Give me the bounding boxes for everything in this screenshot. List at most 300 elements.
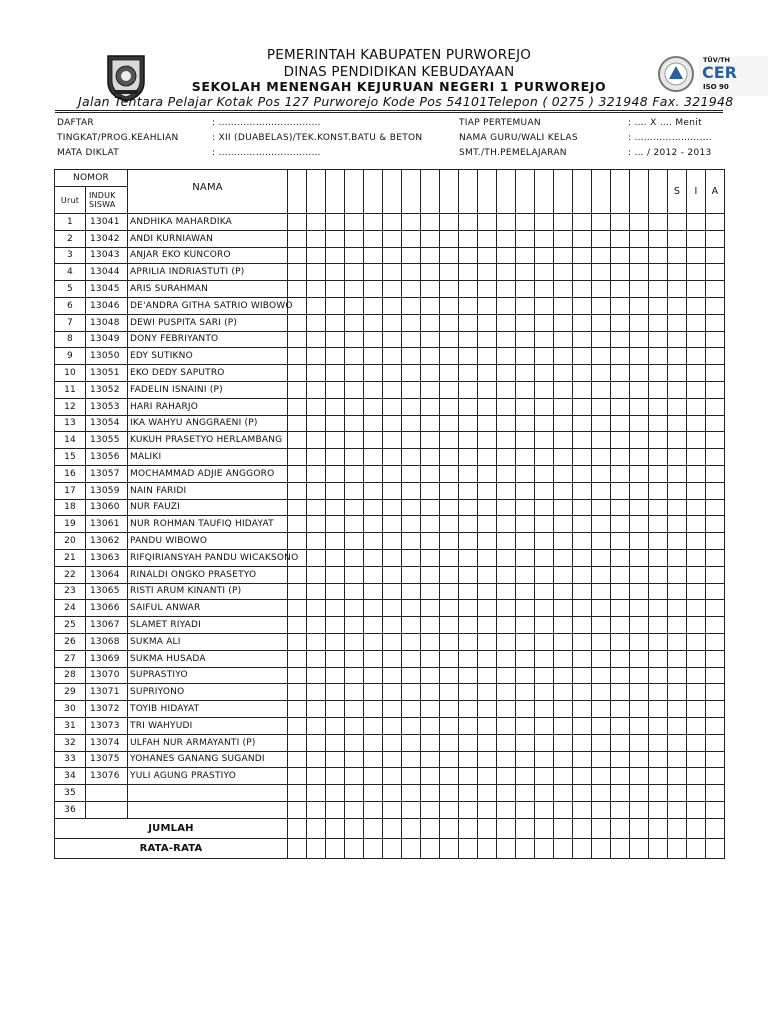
attendance-cell[interactable] <box>573 499 592 516</box>
attendance-cell[interactable] <box>687 365 706 382</box>
attendance-cell[interactable] <box>630 684 649 701</box>
attendance-cell[interactable] <box>535 516 554 533</box>
attendance-cell[interactable] <box>573 281 592 298</box>
attendance-cell[interactable] <box>554 482 573 499</box>
attendance-cell[interactable] <box>630 600 649 617</box>
attendance-cell[interactable] <box>554 549 573 566</box>
attendance-cell[interactable] <box>307 247 326 264</box>
attendance-cell[interactable] <box>345 751 364 768</box>
attendance-cell[interactable] <box>706 801 725 818</box>
attendance-cell[interactable] <box>573 297 592 314</box>
attendance-cell[interactable] <box>326 785 345 802</box>
attendance-cell[interactable] <box>288 381 307 398</box>
attendance-cell[interactable] <box>668 785 687 802</box>
attendance-cell[interactable] <box>668 432 687 449</box>
attendance-cell[interactable] <box>497 348 516 365</box>
attendance-cell[interactable] <box>573 734 592 751</box>
attendance-cell[interactable] <box>649 650 668 667</box>
attendance-cell[interactable] <box>592 314 611 331</box>
attendance-cell[interactable] <box>535 415 554 432</box>
attendance-cell[interactable] <box>554 230 573 247</box>
attendance-cell[interactable] <box>421 214 440 231</box>
attendance-cell[interactable] <box>497 566 516 583</box>
attendance-cell[interactable] <box>326 684 345 701</box>
attendance-cell[interactable] <box>364 214 383 231</box>
attendance-cell[interactable] <box>478 684 497 701</box>
attendance-cell[interactable] <box>687 734 706 751</box>
attendance-cell[interactable] <box>687 482 706 499</box>
attendance-cell[interactable] <box>668 365 687 382</box>
attendance-cell[interactable] <box>630 381 649 398</box>
attendance-cell[interactable] <box>326 314 345 331</box>
summary-cell[interactable] <box>288 818 307 838</box>
attendance-cell[interactable] <box>421 734 440 751</box>
attendance-cell[interactable] <box>364 247 383 264</box>
attendance-cell[interactable] <box>687 281 706 298</box>
attendance-cell[interactable] <box>478 432 497 449</box>
attendance-cell[interactable] <box>611 314 630 331</box>
attendance-cell[interactable] <box>573 449 592 466</box>
attendance-cell[interactable] <box>459 701 478 718</box>
attendance-cell[interactable] <box>345 281 364 298</box>
attendance-cell[interactable] <box>326 650 345 667</box>
attendance-cell[interactable] <box>440 801 459 818</box>
summary-cell[interactable] <box>649 838 668 858</box>
attendance-cell[interactable] <box>421 415 440 432</box>
attendance-cell[interactable] <box>687 415 706 432</box>
attendance-cell[interactable] <box>421 297 440 314</box>
attendance-cell[interactable] <box>573 549 592 566</box>
attendance-cell[interactable] <box>402 432 421 449</box>
attendance-cell[interactable] <box>516 214 535 231</box>
attendance-cell[interactable] <box>459 751 478 768</box>
attendance-cell[interactable] <box>554 264 573 281</box>
attendance-cell[interactable] <box>573 617 592 634</box>
attendance-cell[interactable] <box>345 432 364 449</box>
attendance-cell[interactable] <box>478 617 497 634</box>
meeting-header-cell[interactable] <box>630 170 649 214</box>
attendance-cell[interactable] <box>516 230 535 247</box>
attendance-cell[interactable] <box>611 734 630 751</box>
attendance-cell[interactable] <box>668 381 687 398</box>
attendance-cell[interactable] <box>706 449 725 466</box>
attendance-cell[interactable] <box>440 583 459 600</box>
attendance-cell[interactable] <box>516 365 535 382</box>
attendance-cell[interactable] <box>383 465 402 482</box>
attendance-cell[interactable] <box>288 801 307 818</box>
attendance-cell[interactable] <box>687 314 706 331</box>
attendance-cell[interactable] <box>554 768 573 785</box>
attendance-cell[interactable] <box>421 516 440 533</box>
attendance-cell[interactable] <box>497 247 516 264</box>
attendance-cell[interactable] <box>573 247 592 264</box>
attendance-cell[interactable] <box>478 482 497 499</box>
attendance-cell[interactable] <box>630 247 649 264</box>
attendance-cell[interactable] <box>326 230 345 247</box>
attendance-cell[interactable] <box>307 482 326 499</box>
attendance-cell[interactable] <box>402 684 421 701</box>
attendance-cell[interactable] <box>592 633 611 650</box>
attendance-cell[interactable] <box>459 465 478 482</box>
meeting-header-cell[interactable] <box>307 170 326 214</box>
attendance-cell[interactable] <box>345 331 364 348</box>
attendance-cell[interactable] <box>497 314 516 331</box>
attendance-cell[interactable] <box>307 633 326 650</box>
attendance-cell[interactable] <box>326 717 345 734</box>
attendance-cell[interactable] <box>497 297 516 314</box>
attendance-cell[interactable] <box>592 264 611 281</box>
attendance-cell[interactable] <box>516 801 535 818</box>
meeting-header-cell[interactable] <box>611 170 630 214</box>
attendance-cell[interactable] <box>345 230 364 247</box>
attendance-cell[interactable] <box>592 650 611 667</box>
attendance-cell[interactable] <box>440 667 459 684</box>
attendance-cell[interactable] <box>364 549 383 566</box>
attendance-cell[interactable] <box>668 583 687 600</box>
attendance-cell[interactable] <box>687 633 706 650</box>
attendance-cell[interactable] <box>706 751 725 768</box>
attendance-cell[interactable] <box>611 365 630 382</box>
summary-cell[interactable] <box>478 838 497 858</box>
attendance-cell[interactable] <box>497 701 516 718</box>
attendance-cell[interactable] <box>459 617 478 634</box>
attendance-cell[interactable] <box>421 583 440 600</box>
summary-cell[interactable] <box>440 818 459 838</box>
attendance-cell[interactable] <box>516 331 535 348</box>
attendance-cell[interactable] <box>497 667 516 684</box>
attendance-cell[interactable] <box>535 583 554 600</box>
attendance-cell[interactable] <box>516 785 535 802</box>
attendance-cell[interactable] <box>592 398 611 415</box>
attendance-cell[interactable] <box>288 768 307 785</box>
attendance-cell[interactable] <box>516 348 535 365</box>
attendance-cell[interactable] <box>459 482 478 499</box>
attendance-cell[interactable] <box>573 432 592 449</box>
attendance-cell[interactable] <box>649 331 668 348</box>
summary-cell[interactable] <box>516 818 535 838</box>
attendance-cell[interactable] <box>535 449 554 466</box>
attendance-cell[interactable] <box>459 365 478 382</box>
attendance-cell[interactable] <box>592 533 611 550</box>
attendance-cell[interactable] <box>497 398 516 415</box>
attendance-cell[interactable] <box>421 633 440 650</box>
attendance-cell[interactable] <box>611 785 630 802</box>
attendance-cell[interactable] <box>383 482 402 499</box>
attendance-cell[interactable] <box>630 667 649 684</box>
attendance-cell[interactable] <box>706 633 725 650</box>
attendance-cell[interactable] <box>687 650 706 667</box>
attendance-cell[interactable] <box>649 701 668 718</box>
attendance-cell[interactable] <box>611 331 630 348</box>
attendance-cell[interactable] <box>459 214 478 231</box>
attendance-cell[interactable] <box>592 549 611 566</box>
attendance-cell[interactable] <box>345 247 364 264</box>
attendance-cell[interactable] <box>478 566 497 583</box>
attendance-cell[interactable] <box>326 633 345 650</box>
attendance-cell[interactable] <box>554 214 573 231</box>
summary-cell[interactable] <box>573 818 592 838</box>
summary-cell[interactable] <box>592 818 611 838</box>
attendance-cell[interactable] <box>516 650 535 667</box>
attendance-cell[interactable] <box>402 449 421 466</box>
attendance-cell[interactable] <box>535 398 554 415</box>
attendance-cell[interactable] <box>649 801 668 818</box>
attendance-cell[interactable] <box>649 717 668 734</box>
attendance-cell[interactable] <box>630 297 649 314</box>
attendance-cell[interactable] <box>535 633 554 650</box>
attendance-cell[interactable] <box>440 684 459 701</box>
attendance-cell[interactable] <box>402 214 421 231</box>
summary-cell[interactable] <box>307 818 326 838</box>
meeting-header-cell[interactable] <box>478 170 497 214</box>
attendance-cell[interactable] <box>288 751 307 768</box>
attendance-cell[interactable] <box>421 549 440 566</box>
attendance-cell[interactable] <box>592 717 611 734</box>
attendance-cell[interactable] <box>630 230 649 247</box>
attendance-cell[interactable] <box>402 600 421 617</box>
attendance-cell[interactable] <box>421 499 440 516</box>
attendance-cell[interactable] <box>326 297 345 314</box>
attendance-cell[interactable] <box>649 214 668 231</box>
attendance-cell[interactable] <box>592 785 611 802</box>
attendance-cell[interactable] <box>440 331 459 348</box>
attendance-cell[interactable] <box>402 633 421 650</box>
attendance-cell[interactable] <box>402 717 421 734</box>
attendance-cell[interactable] <box>611 701 630 718</box>
attendance-cell[interactable] <box>364 533 383 550</box>
attendance-cell[interactable] <box>383 785 402 802</box>
attendance-cell[interactable] <box>516 684 535 701</box>
attendance-cell[interactable] <box>307 533 326 550</box>
attendance-cell[interactable] <box>535 264 554 281</box>
attendance-cell[interactable] <box>706 684 725 701</box>
attendance-cell[interactable] <box>459 650 478 667</box>
attendance-cell[interactable] <box>345 348 364 365</box>
attendance-cell[interactable] <box>288 533 307 550</box>
attendance-cell[interactable] <box>497 482 516 499</box>
attendance-cell[interactable] <box>668 667 687 684</box>
summary-cell[interactable] <box>554 838 573 858</box>
attendance-cell[interactable] <box>706 331 725 348</box>
attendance-cell[interactable] <box>611 533 630 550</box>
attendance-cell[interactable] <box>706 348 725 365</box>
attendance-cell[interactable] <box>554 667 573 684</box>
attendance-cell[interactable] <box>383 516 402 533</box>
attendance-cell[interactable] <box>573 785 592 802</box>
attendance-cell[interactable] <box>649 415 668 432</box>
attendance-cell[interactable] <box>288 230 307 247</box>
attendance-cell[interactable] <box>630 432 649 449</box>
attendance-cell[interactable] <box>516 583 535 600</box>
attendance-cell[interactable] <box>383 449 402 466</box>
attendance-cell[interactable] <box>326 549 345 566</box>
attendance-cell[interactable] <box>649 667 668 684</box>
attendance-cell[interactable] <box>668 600 687 617</box>
attendance-cell[interactable] <box>478 533 497 550</box>
attendance-cell[interactable] <box>288 465 307 482</box>
attendance-cell[interactable] <box>706 230 725 247</box>
attendance-cell[interactable] <box>497 499 516 516</box>
attendance-cell[interactable] <box>497 214 516 231</box>
attendance-cell[interactable] <box>516 734 535 751</box>
summary-cell[interactable] <box>649 818 668 838</box>
attendance-cell[interactable] <box>364 314 383 331</box>
attendance-cell[interactable] <box>307 264 326 281</box>
attendance-cell[interactable] <box>630 566 649 583</box>
attendance-cell[interactable] <box>459 348 478 365</box>
attendance-cell[interactable] <box>326 398 345 415</box>
attendance-cell[interactable] <box>364 701 383 718</box>
attendance-cell[interactable] <box>402 566 421 583</box>
attendance-cell[interactable] <box>326 667 345 684</box>
attendance-cell[interactable] <box>307 667 326 684</box>
attendance-cell[interactable] <box>402 331 421 348</box>
meeting-header-cell[interactable] <box>535 170 554 214</box>
attendance-cell[interactable] <box>288 600 307 617</box>
attendance-cell[interactable] <box>516 415 535 432</box>
attendance-cell[interactable] <box>478 381 497 398</box>
attendance-cell[interactable] <box>535 533 554 550</box>
attendance-cell[interactable] <box>307 314 326 331</box>
attendance-cell[interactable] <box>611 214 630 231</box>
attendance-cell[interactable] <box>592 751 611 768</box>
attendance-cell[interactable] <box>459 264 478 281</box>
attendance-cell[interactable] <box>706 566 725 583</box>
attendance-cell[interactable] <box>592 465 611 482</box>
attendance-cell[interactable] <box>345 449 364 466</box>
attendance-cell[interactable] <box>535 348 554 365</box>
summary-cell[interactable] <box>459 838 478 858</box>
attendance-cell[interactable] <box>592 600 611 617</box>
attendance-cell[interactable] <box>611 617 630 634</box>
attendance-cell[interactable] <box>573 465 592 482</box>
attendance-cell[interactable] <box>592 566 611 583</box>
attendance-cell[interactable] <box>345 264 364 281</box>
attendance-cell[interactable] <box>649 314 668 331</box>
summary-cell[interactable] <box>402 838 421 858</box>
attendance-cell[interactable] <box>402 499 421 516</box>
attendance-cell[interactable] <box>611 398 630 415</box>
attendance-cell[interactable] <box>516 549 535 566</box>
summary-cell[interactable] <box>497 838 516 858</box>
attendance-cell[interactable] <box>383 281 402 298</box>
attendance-cell[interactable] <box>516 533 535 550</box>
attendance-cell[interactable] <box>288 432 307 449</box>
attendance-cell[interactable] <box>554 801 573 818</box>
attendance-cell[interactable] <box>364 348 383 365</box>
attendance-cell[interactable] <box>288 717 307 734</box>
attendance-cell[interactable] <box>497 600 516 617</box>
attendance-cell[interactable] <box>402 264 421 281</box>
attendance-cell[interactable] <box>573 768 592 785</box>
attendance-cell[interactable] <box>554 297 573 314</box>
attendance-cell[interactable] <box>364 734 383 751</box>
attendance-cell[interactable] <box>497 617 516 634</box>
attendance-cell[interactable] <box>459 667 478 684</box>
attendance-cell[interactable] <box>288 365 307 382</box>
attendance-cell[interactable] <box>383 398 402 415</box>
attendance-cell[interactable] <box>649 281 668 298</box>
attendance-cell[interactable] <box>516 701 535 718</box>
attendance-cell[interactable] <box>611 348 630 365</box>
summary-cell[interactable] <box>459 818 478 838</box>
meeting-header-cell[interactable] <box>326 170 345 214</box>
attendance-cell[interactable] <box>326 768 345 785</box>
attendance-cell[interactable] <box>383 365 402 382</box>
attendance-cell[interactable] <box>630 449 649 466</box>
attendance-cell[interactable] <box>383 331 402 348</box>
attendance-cell[interactable] <box>440 751 459 768</box>
summary-cell[interactable] <box>611 818 630 838</box>
attendance-cell[interactable] <box>326 617 345 634</box>
attendance-cell[interactable] <box>478 398 497 415</box>
attendance-cell[interactable] <box>440 717 459 734</box>
attendance-cell[interactable] <box>345 381 364 398</box>
attendance-cell[interactable] <box>554 331 573 348</box>
attendance-cell[interactable] <box>307 566 326 583</box>
attendance-cell[interactable] <box>288 617 307 634</box>
attendance-cell[interactable] <box>288 449 307 466</box>
attendance-cell[interactable] <box>706 499 725 516</box>
attendance-cell[interactable] <box>706 516 725 533</box>
summary-cell[interactable] <box>516 838 535 858</box>
attendance-cell[interactable] <box>307 801 326 818</box>
attendance-cell[interactable] <box>288 633 307 650</box>
attendance-cell[interactable] <box>573 667 592 684</box>
attendance-cell[interactable] <box>649 600 668 617</box>
attendance-cell[interactable] <box>383 549 402 566</box>
attendance-cell[interactable] <box>307 734 326 751</box>
attendance-cell[interactable] <box>554 617 573 634</box>
attendance-cell[interactable] <box>706 650 725 667</box>
attendance-cell[interactable] <box>516 633 535 650</box>
attendance-cell[interactable] <box>668 701 687 718</box>
attendance-cell[interactable] <box>668 465 687 482</box>
attendance-cell[interactable] <box>706 583 725 600</box>
attendance-cell[interactable] <box>516 617 535 634</box>
attendance-cell[interactable] <box>440 516 459 533</box>
attendance-cell[interactable] <box>630 785 649 802</box>
attendance-cell[interactable] <box>307 297 326 314</box>
attendance-cell[interactable] <box>307 785 326 802</box>
attendance-cell[interactable] <box>459 247 478 264</box>
attendance-cell[interactable] <box>383 667 402 684</box>
summary-cell[interactable] <box>497 818 516 838</box>
attendance-cell[interactable] <box>630 516 649 533</box>
attendance-cell[interactable] <box>706 432 725 449</box>
attendance-cell[interactable] <box>364 499 383 516</box>
attendance-cell[interactable] <box>326 247 345 264</box>
attendance-cell[interactable] <box>440 633 459 650</box>
attendance-cell[interactable] <box>383 230 402 247</box>
attendance-cell[interactable] <box>421 617 440 634</box>
attendance-cell[interactable] <box>554 381 573 398</box>
attendance-cell[interactable] <box>364 331 383 348</box>
attendance-cell[interactable] <box>345 701 364 718</box>
attendance-cell[interactable] <box>364 801 383 818</box>
attendance-cell[interactable] <box>630 549 649 566</box>
attendance-cell[interactable] <box>326 365 345 382</box>
attendance-cell[interactable] <box>497 365 516 382</box>
attendance-cell[interactable] <box>478 717 497 734</box>
attendance-cell[interactable] <box>478 583 497 600</box>
attendance-cell[interactable] <box>459 314 478 331</box>
summary-cell[interactable] <box>630 838 649 858</box>
attendance-cell[interactable] <box>421 365 440 382</box>
attendance-cell[interactable] <box>668 549 687 566</box>
attendance-cell[interactable] <box>611 650 630 667</box>
attendance-cell[interactable] <box>402 583 421 600</box>
